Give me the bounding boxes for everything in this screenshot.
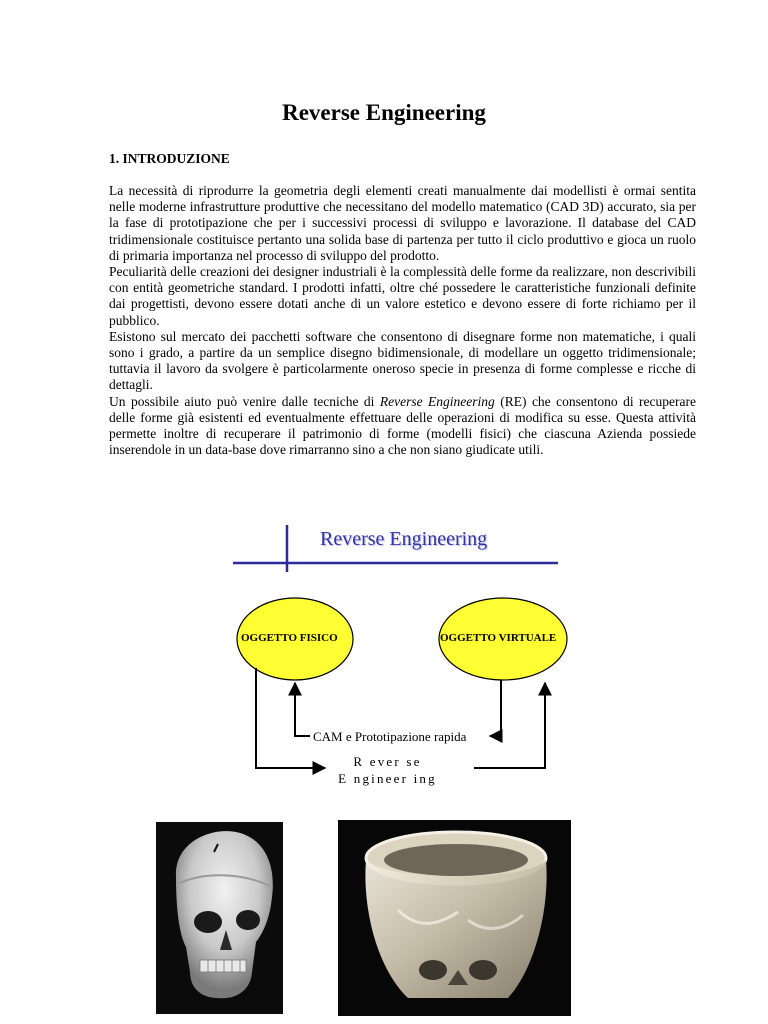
cam-arrow-left (295, 683, 310, 736)
paragraph-2 (109, 264, 696, 329)
paragraph-3 (109, 329, 696, 394)
transparent-skull-photo (338, 820, 571, 1016)
virtual-object-label: OGGETTO VIRTUALE (440, 632, 557, 644)
paragraph-4-text-end: (RE) che consentono di recuperare delle forme già esistenti ed eventualmente effettuare delle operazioni di modifica su esse. Questa attività permette inoltre di recuperare il patrimonio di forme (modelli fisici) che ciascuna Azienda possiede inserendole in un data-base dove rimarranno sino a che non siano giudicate utili. (109, 393, 696, 458)
paragraph-4-italic: Reverse Engineering (379, 393, 495, 409)
re-label-line2: E ngineer ing (338, 771, 437, 786)
reverse-engineering-diagram (0, 520, 768, 800)
paragraph-1-text: La necessità di riprodurre la geometria degli elementi creati manualmente dai modellisti è ormai sentita nelle moderne infrastrutture produttive che necessitano del modello matematico (CAD 3D) accurato, sia per la fase di prototipazione che per i successivi processi di sviluppo e lavorazione. Il database del CAD tridimensionale costituisce pertanto una solida base di partenza per tutto il ciclo produttivo e gioca un ruolo di primaria importanza nel processo di sviluppo del prodotto. (109, 183, 696, 263)
page-title: Reverse Engineering (282, 100, 486, 125)
paragraph-1 (109, 183, 696, 264)
paragraph-2-text: Peculiarità delle creazioni dei designer industriali è la complessità delle forme da realizzare, non descrivibili con entità geometriche standard. I prodotti infatti, oltre ché possedere le caratteristiche funzionali definite dai progettisti, devono essere dotati anche di un valore estetico e devono essere di forte richiamo per il pubblico. (109, 264, 696, 328)
paragraph-4-text-start: Un possibile aiuto può venire dalle tecniche di (109, 393, 380, 409)
cam-arrow-right (490, 680, 501, 736)
cam-label: CAM e Prototipazione rapida (313, 729, 467, 744)
skull-illustration (156, 822, 283, 1014)
diagram-title: Reverse Engineering (320, 528, 488, 550)
re-arrow-left (256, 668, 325, 768)
re-label-line1: R ever se (353, 754, 422, 769)
physical-object-label: OGGETTO FISICO (241, 632, 338, 644)
section-heading: 1. INTRODUZIONE (109, 151, 230, 166)
paragraph-3-text: Esistono sul mercato dei pacchetti software che consentono di disegnare forme non matematiche, i quali sono i grado, a partire da un semplice disegno bidimensionale, di modellare un oggetto tridimensionale; tuttavia il lavoro da svolgere è particolarmente oneroso specie in presenza di forme complesse e ricche di dettagli. (109, 328, 696, 393)
re-arrow-right (474, 683, 545, 768)
skull-photo (156, 822, 283, 1014)
intro-text (109, 183, 696, 458)
paragraph-4 (109, 394, 696, 459)
re-label (330, 753, 445, 787)
vase-illustration (338, 820, 571, 1016)
